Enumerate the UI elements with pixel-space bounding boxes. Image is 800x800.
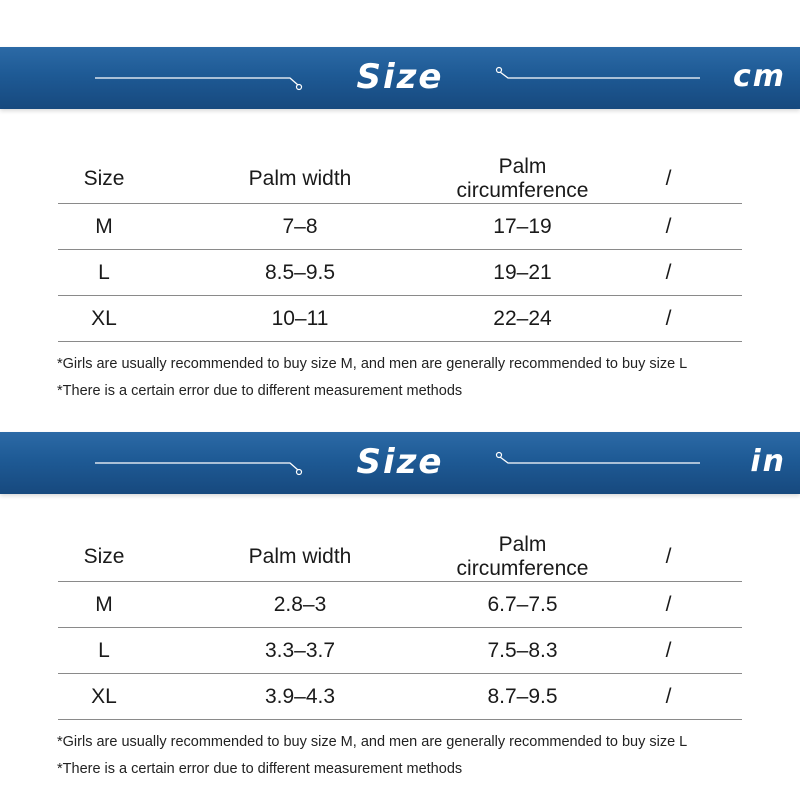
cell-palm-circumference: 8.7–9.5 bbox=[450, 674, 595, 720]
note-measurement-error: *There is a certain error due to different measurement methods bbox=[57, 383, 463, 399]
banner-title: Size bbox=[356, 57, 444, 97]
note-recommendation: *Girls are usually recommended to buy size M, and men are generally recommended to buy size L bbox=[57, 356, 688, 372]
table-header-row bbox=[58, 533, 742, 582]
cell-palm-width: 3.3–3.7 bbox=[150, 628, 450, 674]
header-size: Size bbox=[58, 533, 150, 582]
cell-size: XL bbox=[58, 674, 150, 720]
note-measurement-error: *There is a certain error due to different measurement methods bbox=[57, 761, 463, 777]
unit-label: cm bbox=[732, 59, 786, 94]
cell-extra: / bbox=[595, 674, 742, 720]
size-table-in bbox=[58, 533, 742, 720]
unit-label: in bbox=[750, 444, 786, 479]
table-row bbox=[58, 674, 742, 720]
cell-extra: / bbox=[595, 296, 742, 342]
cell-palm-width: 2.8–3 bbox=[150, 582, 450, 628]
cell-palm-width: 10–11 bbox=[150, 296, 450, 342]
cell-extra: / bbox=[595, 250, 742, 296]
banner-title: Size bbox=[356, 442, 444, 482]
header-palm-circumference: Palm circumference bbox=[450, 533, 595, 582]
header-palm-width: Palm width bbox=[150, 155, 450, 204]
cell-palm-circumference: 17–19 bbox=[450, 204, 595, 250]
cell-size: L bbox=[58, 250, 150, 296]
table-row bbox=[58, 582, 742, 628]
table-row bbox=[58, 628, 742, 674]
cell-extra: / bbox=[595, 204, 742, 250]
cell-palm-circumference: 22–24 bbox=[450, 296, 595, 342]
cell-palm-width: 7–8 bbox=[150, 204, 450, 250]
cell-size: M bbox=[58, 204, 150, 250]
header-size: Size bbox=[58, 155, 150, 204]
note-recommendation: *Girls are usually recommended to buy size M, and men are generally recommended to buy size L bbox=[57, 734, 688, 750]
table-header-row bbox=[58, 155, 742, 204]
header-extra: / bbox=[595, 155, 742, 204]
cell-size: XL bbox=[58, 296, 150, 342]
table-row bbox=[58, 296, 742, 342]
table-row bbox=[58, 250, 742, 296]
cell-extra: / bbox=[595, 628, 742, 674]
cell-palm-width: 3.9–4.3 bbox=[150, 674, 450, 720]
header-palm-width: Palm width bbox=[150, 533, 450, 582]
table-row bbox=[58, 204, 742, 250]
cell-size: L bbox=[58, 628, 150, 674]
size-table-cm bbox=[58, 155, 742, 342]
size-banner-cm bbox=[0, 47, 800, 109]
cell-palm-width: 8.5–9.5 bbox=[150, 250, 450, 296]
cell-palm-circumference: 7.5–8.3 bbox=[450, 628, 595, 674]
cell-extra: / bbox=[595, 582, 742, 628]
cell-size: M bbox=[58, 582, 150, 628]
cell-palm-circumference: 6.7–7.5 bbox=[450, 582, 595, 628]
cell-palm-circumference: 19–21 bbox=[450, 250, 595, 296]
size-banner-in bbox=[0, 432, 800, 494]
header-extra: / bbox=[595, 533, 742, 582]
header-palm-circumference: Palm circumference bbox=[450, 155, 595, 204]
